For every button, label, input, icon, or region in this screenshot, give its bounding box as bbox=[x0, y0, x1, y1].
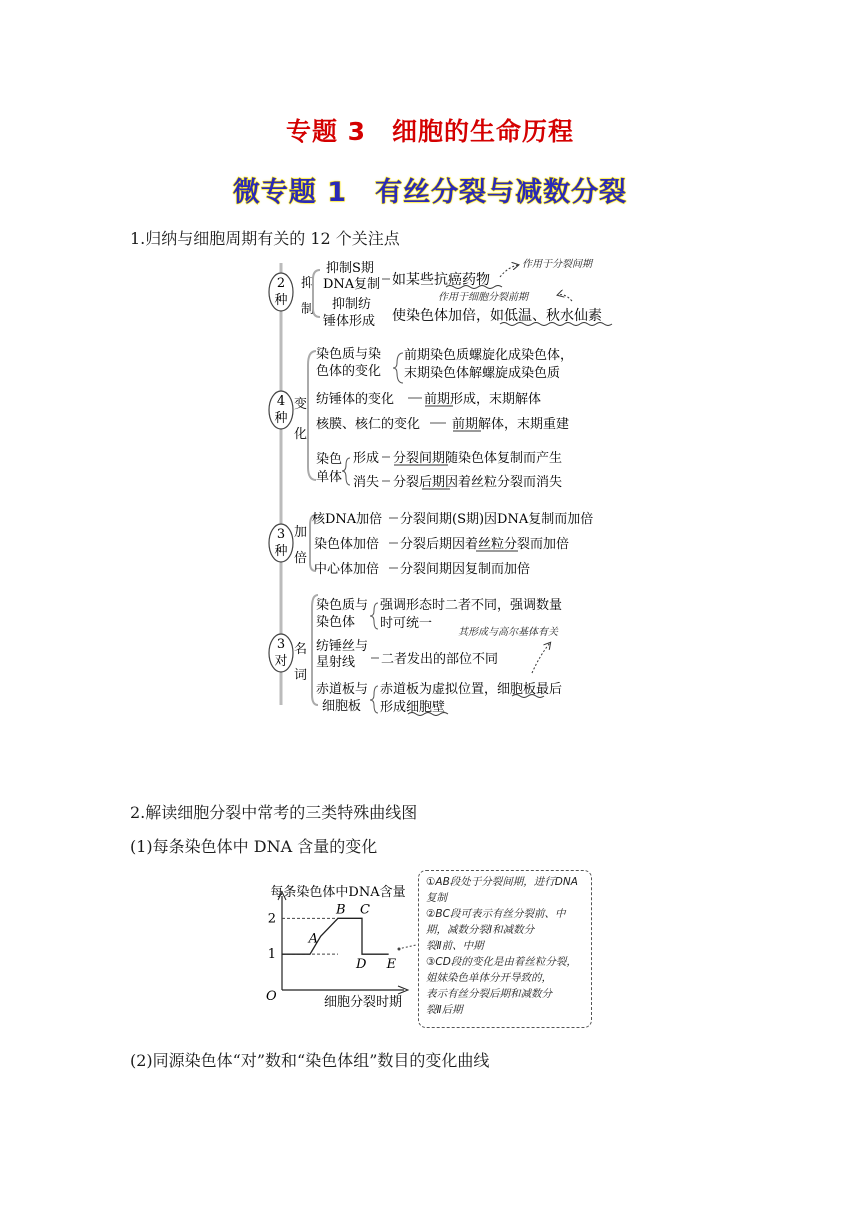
chart-notes bbox=[426, 874, 578, 1018]
dna-content-chart bbox=[262, 868, 412, 1014]
g2-item1-text-2: 末期染色体解螺旋成染色质 bbox=[404, 366, 561, 381]
g1-circle-1: 2 bbox=[276, 276, 286, 291]
section2-heading: 2.解读细胞分裂中常考的三类特殊曲线图 bbox=[130, 803, 418, 822]
g4-circle-1: 3 bbox=[276, 637, 286, 652]
g4-side-1: 名 bbox=[294, 642, 308, 657]
g2-item3-label: 核膜、核仁的变化 bbox=[316, 417, 421, 432]
chart-point-label: D bbox=[356, 957, 367, 973]
sub1-heading: (1)每条染色体中 DNA 含量的变化 bbox=[130, 837, 378, 856]
chart-note-line: 期，减数分裂Ⅰ和减数分 bbox=[426, 924, 535, 936]
g2-item2-text: 前期形成，末期解体 bbox=[424, 392, 542, 407]
g3-circle-1: 3 bbox=[276, 527, 286, 542]
g1-item1-text: 如某些抗癌药物 bbox=[392, 272, 490, 288]
chart-point-label: A bbox=[308, 931, 319, 947]
g2-side-1: 变 bbox=[294, 397, 308, 412]
g1-side-2: 制 bbox=[301, 302, 315, 317]
group-4-changes bbox=[269, 346, 573, 490]
cell-cycle-mindmap bbox=[260, 255, 620, 720]
group-3-terms bbox=[269, 595, 562, 716]
g1-item2-text: 使染色体加倍，如低温、秋水仙素 bbox=[392, 308, 602, 324]
g4-circle-2: 对 bbox=[274, 654, 288, 669]
g3-item2-label: 染色体加倍 bbox=[314, 537, 380, 552]
chart-note-line: 裂Ⅱ后期 bbox=[426, 1004, 463, 1016]
g4-item3-text-2: 形成细胞壁 bbox=[380, 700, 446, 715]
section1-heading: 1.归纳与细胞周期有关的 12 个关注点 bbox=[130, 229, 400, 248]
chart-note-line: ③CD段的变化是由着丝粒分裂， bbox=[426, 956, 577, 968]
g1-item1-label-1: 抑制S期 bbox=[326, 261, 374, 276]
g1-circle-2: 种 bbox=[274, 293, 288, 308]
chart-note-line: ②BC段可表示有丝分裂前、中 bbox=[426, 908, 566, 920]
page-title: 专题 3 细胞的生命历程 bbox=[285, 117, 575, 146]
chart-note-line: 裂Ⅱ前、中期 bbox=[426, 940, 484, 952]
g2-item4-sub-1: 形成 bbox=[353, 451, 380, 466]
chart-note-line: ①AB段处于分裂间期，进行DNA bbox=[426, 876, 578, 888]
g4-item2-label-2: 星射线 bbox=[316, 655, 356, 670]
g2-side-2: 化 bbox=[294, 427, 308, 442]
chart-note-line: 姐妹染色单体分开导致的， bbox=[426, 972, 552, 984]
chart-point-label: E bbox=[386, 957, 397, 973]
chart-ylabel: 每条染色体中DNA含量 bbox=[270, 885, 406, 900]
g3-circle-2: 种 bbox=[274, 544, 288, 559]
chart-ytick-label: 2 bbox=[267, 911, 276, 927]
g3-item3-text: 分裂间期因复制而加倍 bbox=[400, 562, 531, 577]
g3-item1-text: 分裂间期(S期)因DNA复制而加倍 bbox=[400, 512, 594, 527]
g3-item3-label: 中心体加倍 bbox=[314, 562, 380, 577]
chart-point-label: C bbox=[360, 902, 370, 918]
g1-note-1: 作用于分裂间期 bbox=[522, 259, 592, 270]
g4-item3-label-1: 赤道板与 bbox=[316, 682, 369, 697]
chart-point-label: B bbox=[336, 902, 346, 918]
g2-item1-label-1: 染色质与染 bbox=[316, 347, 382, 362]
g2-item4-text-1: 分裂间期随染色体复制而产生 bbox=[393, 451, 563, 466]
g3-item2-text: 分裂后期因着丝粒分裂而加倍 bbox=[400, 537, 570, 552]
chart-series-line bbox=[282, 918, 389, 954]
g2-item3-text: 前期解体，末期重建 bbox=[452, 417, 570, 432]
g2-item1-label-2: 色体的变化 bbox=[316, 364, 382, 379]
page-subtitle: 微专题 1 有丝分裂与减数分裂 bbox=[232, 177, 628, 208]
g4-item1-text-2: 时可统一 bbox=[380, 616, 433, 631]
g3-item1-label: 核DNA加倍 bbox=[312, 512, 383, 527]
group-3-doubling bbox=[269, 511, 593, 577]
g4-item3-label-2: 细胞板 bbox=[322, 699, 362, 714]
g2-item4-label-2: 单体 bbox=[316, 470, 343, 485]
g1-side-1: 抑 bbox=[301, 276, 315, 291]
g2-circle-1: 4 bbox=[276, 394, 286, 409]
sub2-heading: (2)同源染色体“对”数和“染色体组”数目的变化曲线 bbox=[130, 1051, 490, 1070]
g4-note: 其形成与高尔基体有关 bbox=[458, 627, 558, 638]
g1-item2-label-1: 抑制纺 bbox=[332, 297, 372, 312]
chart-note-line: 复制 bbox=[426, 892, 447, 904]
chart-ytick-label: 1 bbox=[267, 947, 276, 963]
g4-item1-label-2: 染色体 bbox=[316, 615, 356, 630]
g2-item1-text-1: 前期染色质螺旋化成染色体， bbox=[404, 348, 574, 363]
g4-item1-label-1: 染色质与 bbox=[316, 598, 369, 613]
g4-side-2: 词 bbox=[294, 668, 308, 683]
g2-item4-text-2: 分裂后期因着丝粒分裂而消失 bbox=[393, 475, 563, 490]
g1-note-2: 作用于细胞分裂前期 bbox=[438, 292, 528, 303]
group-2-inhibit bbox=[269, 258, 612, 329]
chart-note-line: 表示有丝分裂后期和减数分 bbox=[426, 988, 552, 1000]
g2-circle-2: 种 bbox=[274, 411, 288, 426]
g2-item4-label-1: 染色 bbox=[316, 452, 343, 467]
g3-side-2: 倍 bbox=[294, 551, 308, 566]
g2-item2-label: 纺锤体的变化 bbox=[316, 392, 395, 407]
g2-item4-sub-2: 消失 bbox=[353, 475, 380, 490]
g1-item2-label-2: 锤体形成 bbox=[323, 314, 376, 329]
g4-item2-label-1: 纺锤丝与 bbox=[316, 639, 369, 654]
notes-arrow bbox=[396, 940, 420, 954]
chart-origin: O bbox=[266, 989, 277, 1004]
g4-item2-text: 二者发出的部位不同 bbox=[381, 652, 499, 667]
chart-xlabel: 细胞分裂时期 bbox=[323, 995, 402, 1010]
g4-item1-text-1: 强调形态时二者不同，强调数量 bbox=[380, 598, 563, 613]
g4-item3-text-1: 赤道板为虚拟位置，细胞板最后 bbox=[380, 682, 563, 697]
g1-item1-label-2: DNA复制 bbox=[323, 277, 381, 292]
g3-side-1: 加 bbox=[294, 525, 308, 540]
